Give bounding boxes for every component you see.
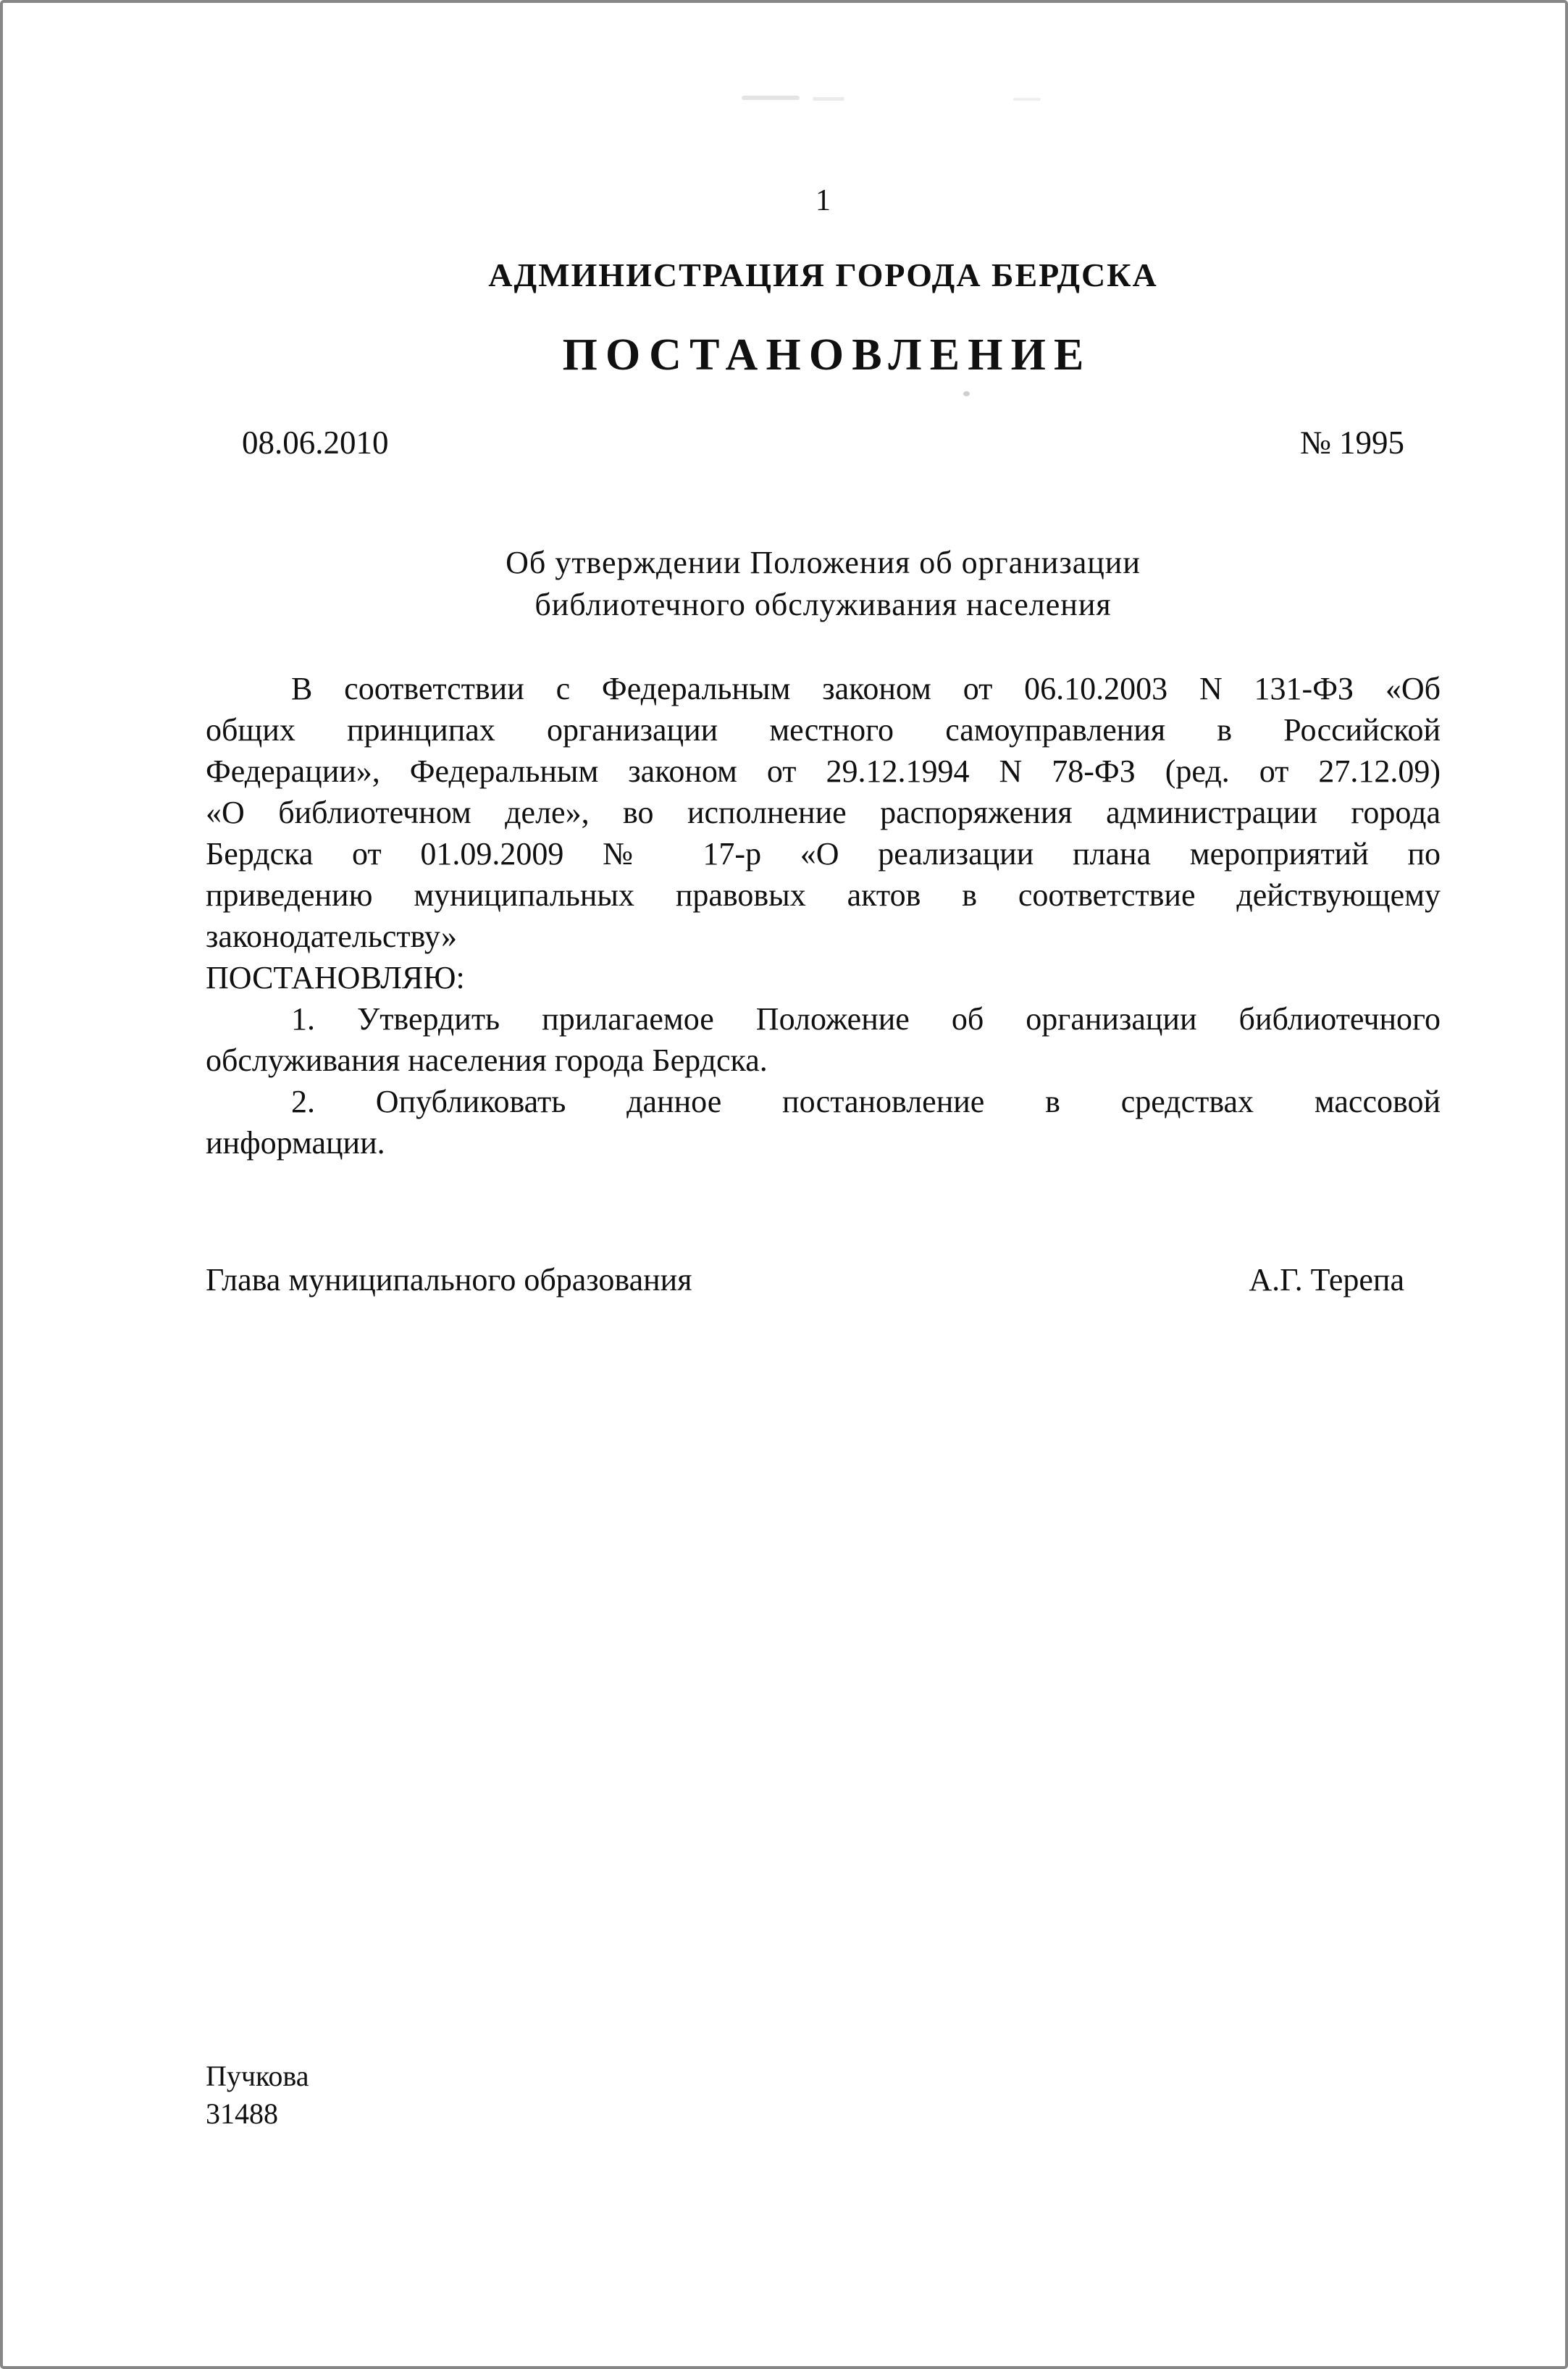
text-line: библиотечного обслуживания населения — [534, 587, 1112, 622]
resolution-item-1 — [206, 998, 1441, 1081]
text-line: Бердска от 01.09.2009 № 17-р «О реализации плана мероприятий по — [206, 836, 1441, 872]
document-number: № 1995 — [1299, 425, 1404, 461]
document-body — [206, 668, 1441, 1163]
document-type-title: ПОСТАНОВЛЕНИЕ — [562, 330, 1092, 380]
signature-name: А.Г. Терепа — [1249, 1262, 1404, 1298]
text-line: 2. Опубликовать данное постановление в средствах массовой — [291, 1084, 1441, 1119]
scan-artifact — [963, 391, 970, 396]
scan-artifact — [1013, 98, 1041, 101]
text-line: общих принципах организации местного самоуправления в Российской — [206, 712, 1441, 748]
text-line: Федерации», Федеральным законом от 29.12.1994 N 78-ФЗ (ред. от 27.12.09) — [206, 753, 1441, 789]
text-line: В соответствии с Федеральным законом от 06.10.2003 N 131-ФЗ «Об — [291, 671, 1441, 706]
resolution-word: ПОСТАНОВЛЯЮ: — [206, 960, 465, 995]
executor-phone: 31488 — [206, 2097, 278, 2130]
executor-name: Пучкова — [206, 2060, 309, 2092]
signature-row — [206, 1259, 1441, 1300]
document-date: 08.06.2010 — [242, 425, 389, 461]
resolution-item-2 — [206, 1081, 1441, 1163]
text-line: «О библиотечном деле», во исполнение распоряжения администрации города — [206, 795, 1441, 830]
text-line: приведению муниципальных правовых актов в соответствие действующему — [206, 877, 1441, 913]
executor-block — [206, 2057, 1441, 2133]
text-line: информации. — [206, 1125, 385, 1161]
date-number-row — [206, 425, 1441, 461]
subject-title — [206, 542, 1441, 626]
text-line: обслуживания населения города Бердска. — [206, 1043, 768, 1078]
page-number: 1 — [816, 184, 831, 217]
organization-name: АДМИНИСТРАЦИЯ ГОРОДА БЕРДСКА — [488, 256, 1158, 293]
text-line: 1. Утвердить прилагаемое Положение об организации библиотечного — [291, 1001, 1441, 1037]
scan-artifact — [813, 97, 844, 101]
scan-artifact — [742, 96, 800, 100]
preamble-paragraph — [206, 668, 1441, 957]
signature-position: Глава муниципального образования — [206, 1262, 692, 1298]
text-line: Об утверждении Положения об организации — [506, 545, 1141, 580]
text-line: законодательству» — [206, 919, 458, 954]
